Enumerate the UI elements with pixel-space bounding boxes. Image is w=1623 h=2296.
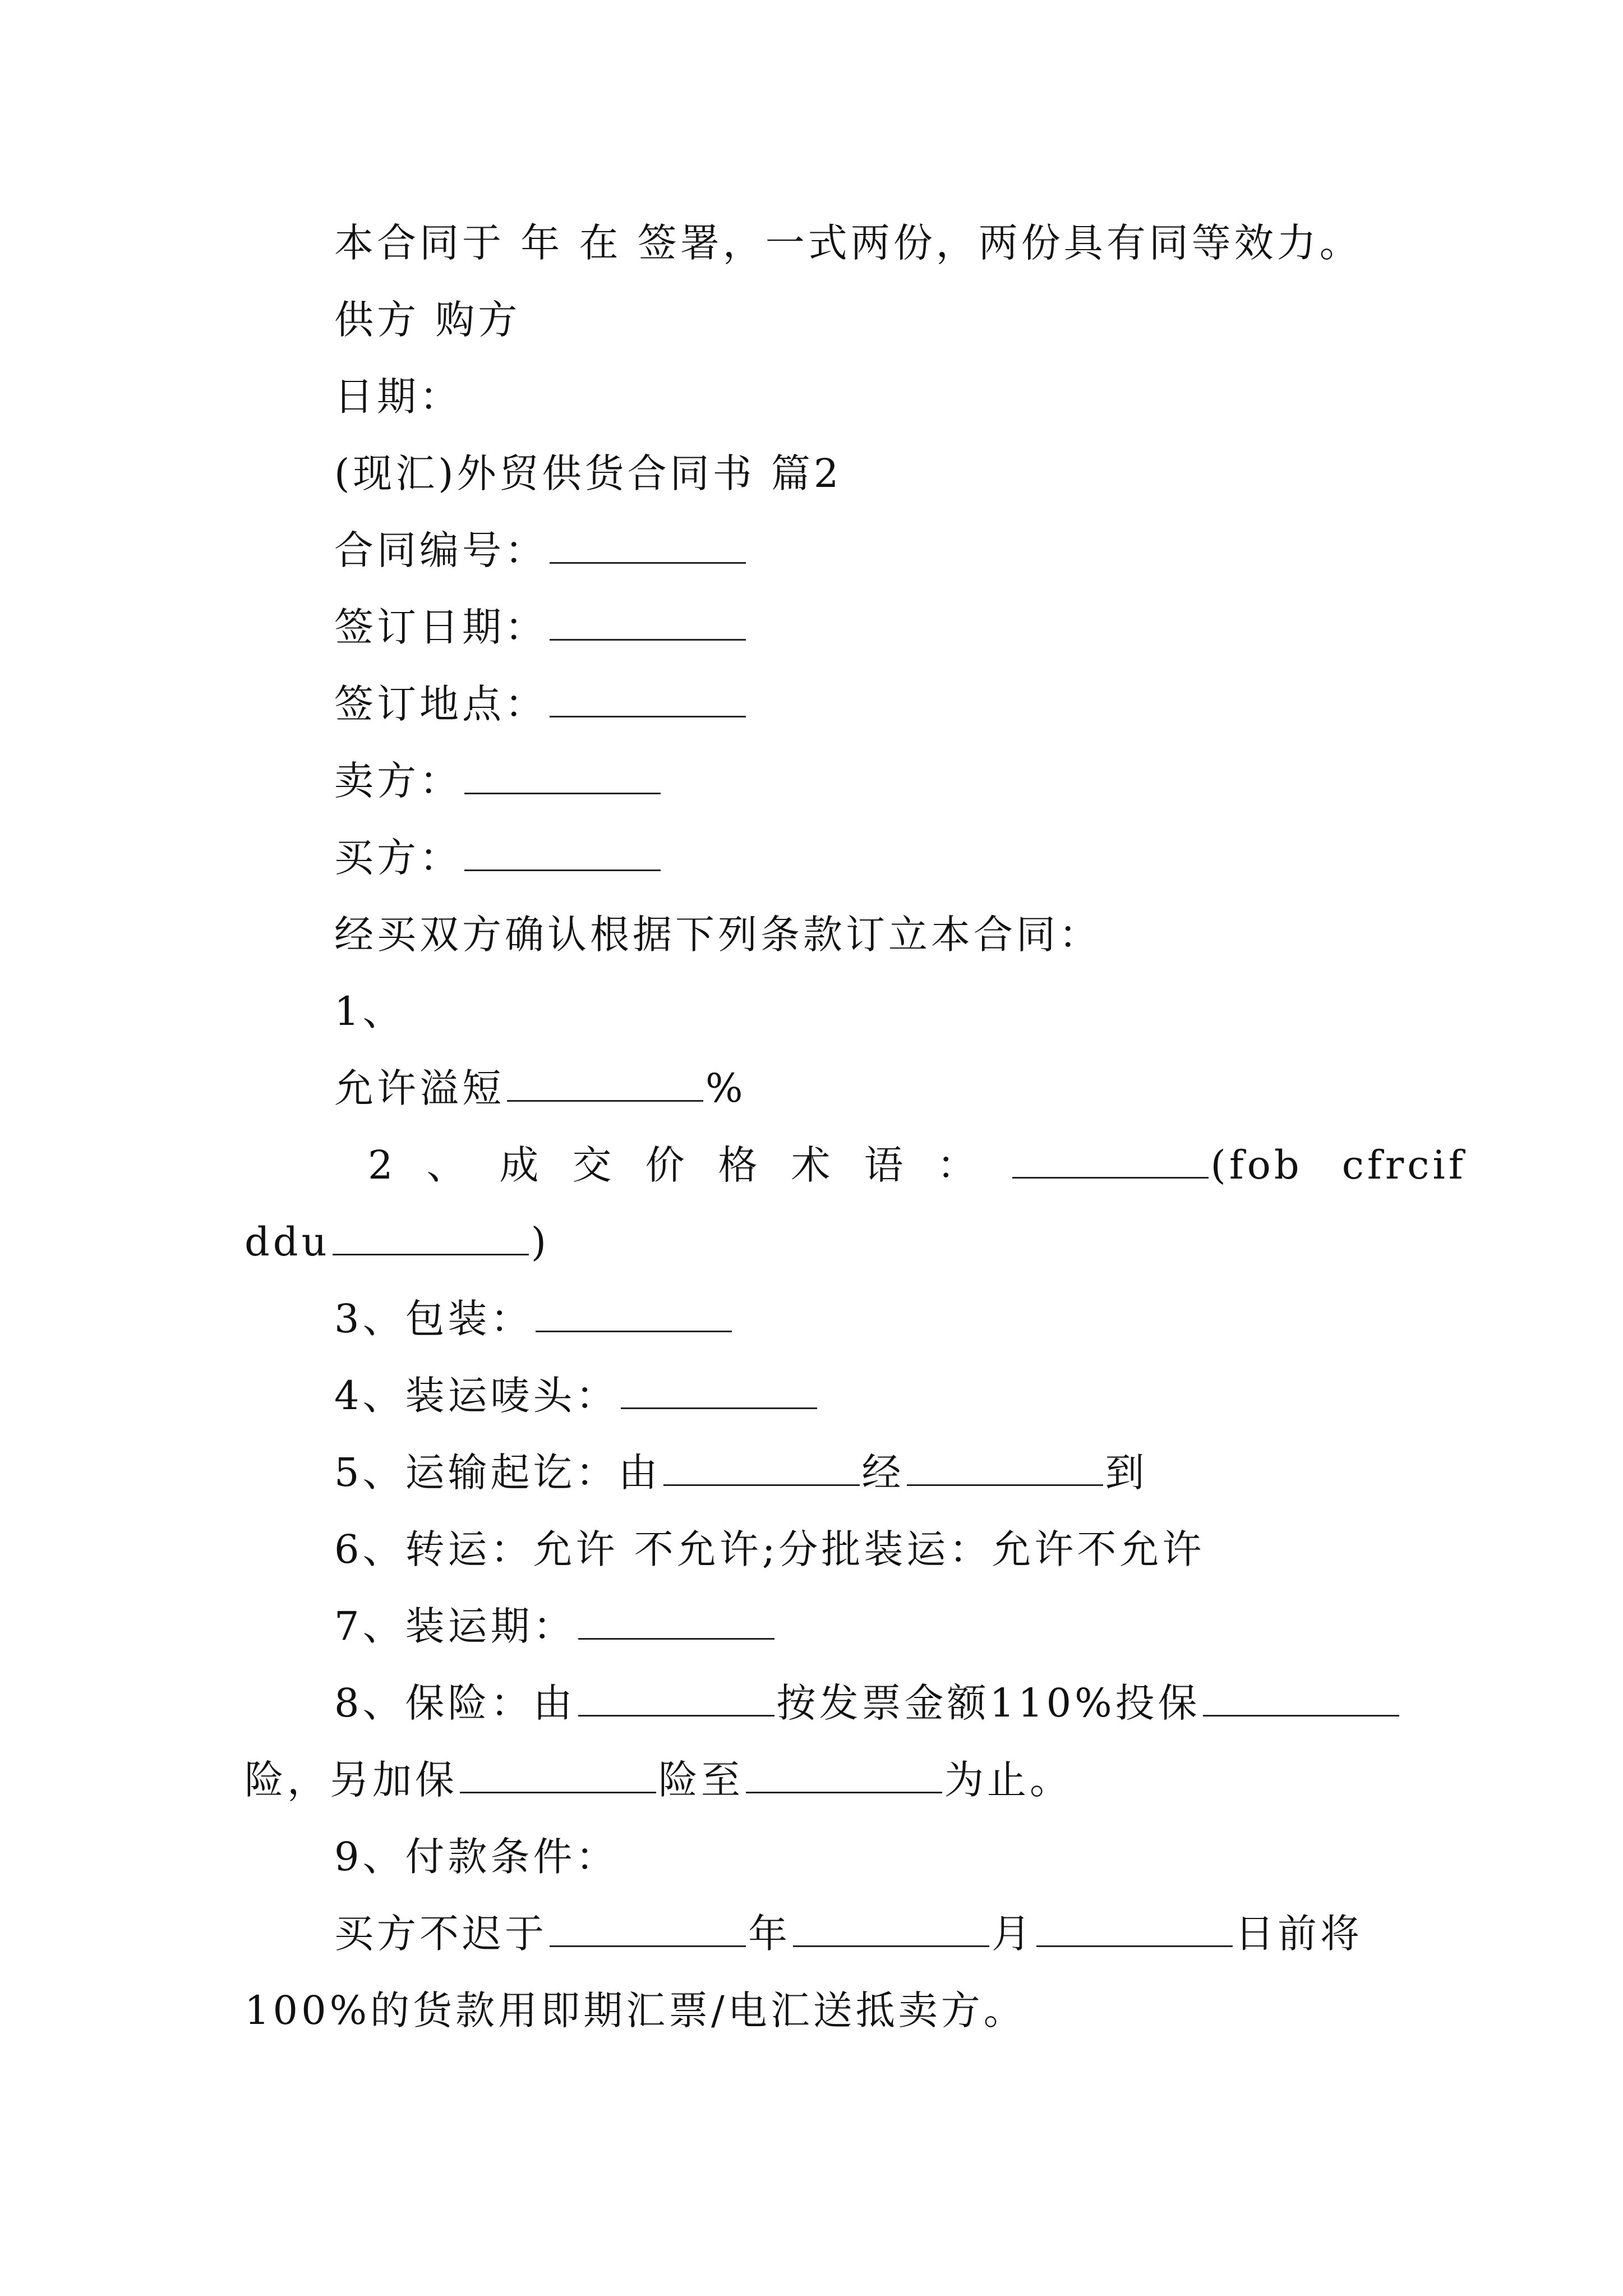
signing-place-label: 签订地点： [334,681,547,727]
clause-4-marks [334,1370,819,1421]
contract-number-blank[interactable] [550,527,746,564]
clause-1 [334,986,405,1037]
signing-date-label: 签订日期： [334,604,547,650]
section-heading-text: (现汇)外贸供货合同书 篇2 [334,450,842,496]
day-label: 日前将 [1235,1911,1363,1957]
packing-label: 3、包装： [334,1296,533,1342]
clause-5-route [334,1447,1148,1498]
seller-blank[interactable] [464,758,661,794]
signing-place-line [334,679,748,729]
payment-method-line [245,1985,1026,2036]
year-label: 年 [748,1911,791,1957]
payment-deadline-line [334,1908,1363,1959]
clause-3-packing [334,1294,734,1344]
buyer-label: 买方： [334,835,462,881]
buyer-line [334,832,663,883]
tolerance-line [334,1063,746,1114]
price-term-label: 2、成交价格术语： [368,1142,1010,1188]
signing-place-blank[interactable] [550,681,746,717]
clause-8-insurance [334,1678,1401,1728]
price-term-fob: (fob [1210,1142,1303,1188]
tolerance-label: 允许溢短 [334,1065,505,1111]
agreement-intro [334,909,1101,960]
closing-paren: ) [531,1219,550,1265]
route-from-label: 5、运输起讫：由 [334,1450,661,1496]
contract-number-line [334,525,748,576]
clause-2-line [368,1140,1467,1190]
signing-statement-text: 本合同于 年 在 签署，一式两份，两份具有同等效力。 [334,220,1362,266]
additional-insurance-label: 险，另加保 [245,1757,458,1803]
seller-line [334,756,663,806]
route-to-label: 到 [1105,1450,1148,1496]
transshipment-text: 6、转运：允许 不允许;分批装运：允许不允许 [334,1526,1205,1572]
month-label: 月 [992,1911,1034,1957]
buyer-blank[interactable] [464,835,661,871]
clause-9-payment [334,1832,619,1882]
tolerance-blank[interactable] [507,1065,703,1102]
payment-deadline-label: 买方不迟于 [334,1911,547,1957]
price-term-options: cfrcif [1341,1142,1467,1188]
payment-month-blank[interactable] [793,1911,989,1947]
price-term-blank[interactable] [1012,1142,1209,1179]
insurance-until-label: 险至 [658,1757,744,1803]
additional-insurance-blank[interactable] [460,1757,656,1793]
section-heading [334,448,842,499]
seller-label: 卖方： [334,758,462,804]
contract-number-label: 合同编号： [334,527,547,573]
date-line [334,371,462,422]
shipping-marks-blank[interactable] [621,1373,817,1409]
payment-method-text: 100%的货款用即期汇票/电汇送抵卖方。 [245,1987,1026,2033]
route-via-label: 经 [861,1450,905,1496]
insurance-amount-text: 按发票金额110%投保 [776,1680,1201,1726]
payment-year-blank[interactable] [550,1911,746,1947]
payment-day-blank[interactable] [1036,1911,1233,1947]
insurance-until-blank[interactable] [746,1757,942,1793]
payment-terms-label: 9、付款条件： [334,1834,619,1880]
clause-1-number: 1、 [334,988,405,1034]
route-from-blank[interactable] [663,1450,860,1486]
insurance-by-blank[interactable] [578,1680,774,1717]
shipping-marks-label: 4、装运唛头： [334,1373,619,1419]
parties-signature-text: 供方 购方 [334,297,521,343]
packing-blank[interactable] [536,1296,732,1332]
clause-2-continuation [245,1217,550,1267]
clause-7-shipment-period [334,1601,777,1651]
parties-signature-line [334,295,520,345]
date-label: 日期： [334,374,462,420]
insurance-end-text: 为止。 [944,1757,1072,1803]
price-term-ddu: ddu [245,1219,330,1265]
shipment-period-label: 7、装运期： [334,1603,576,1649]
agreement-intro-text: 经买双方确认根据下列条款订立本合同： [334,912,1101,958]
insurance-type-blank[interactable] [1203,1680,1399,1717]
percent-sign: % [706,1065,746,1111]
signing-date-line [334,602,748,652]
route-via-blank[interactable] [907,1450,1103,1486]
price-term-ddu-blank[interactable] [333,1219,529,1255]
shipment-period-blank[interactable] [578,1603,774,1640]
clause-8-continuation [245,1755,1072,1805]
signing-date-blank[interactable] [550,604,746,641]
signing-statement [334,218,1362,268]
insurance-by-label: 8、保险：由 [334,1680,576,1726]
clause-6-transshipment [334,1524,1205,1575]
